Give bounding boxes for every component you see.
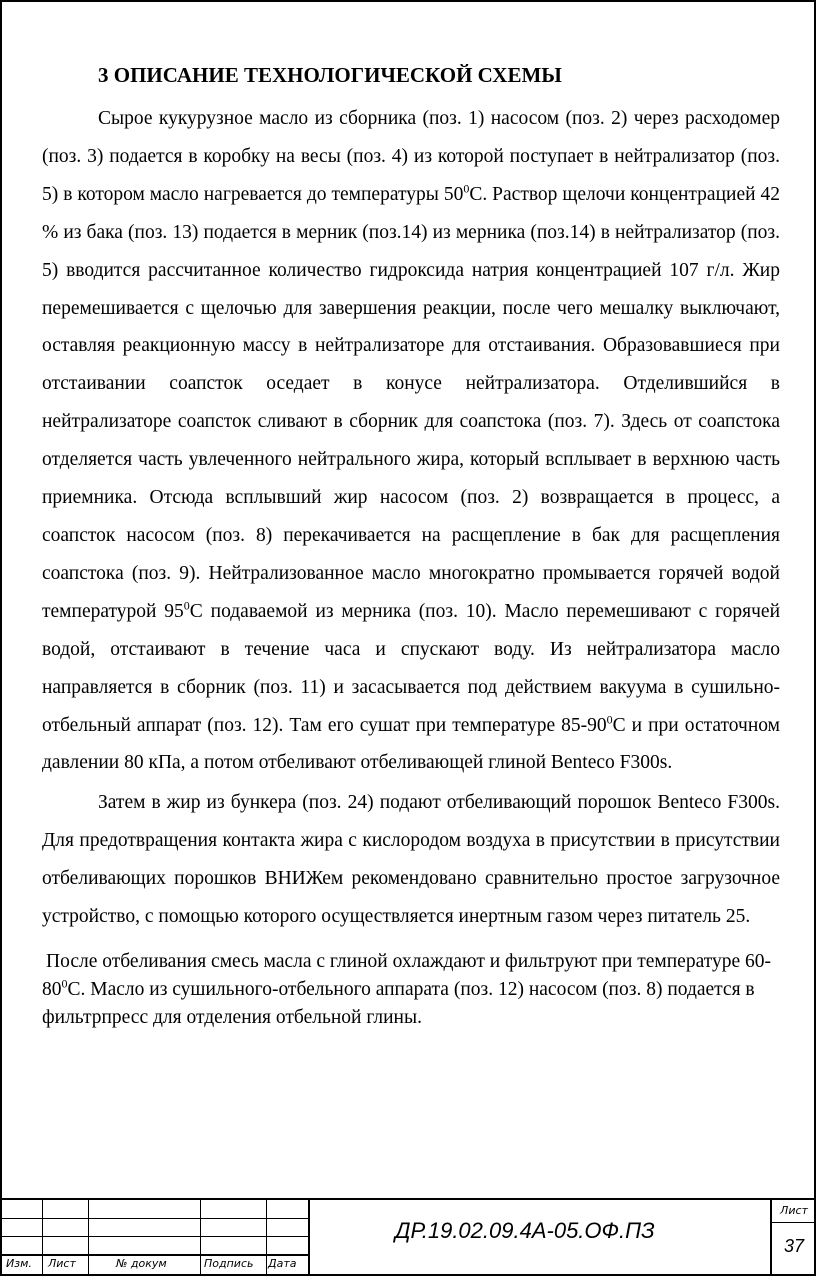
grid-line [308, 1200, 310, 1276]
doc-number-label: № докум [116, 1257, 167, 1270]
paragraph-1-text-c: С подаваемой из мерника (поз. 10). Масло перемешивают с горячей водой, отстаивают в течение часа и спускают воду. Из нейтрализатора масло направляется в сборник (поз. 11) и засасывается под действием вакуума в сушильно-отбельный аппарат (поз. 12). Там его сушат при температуре 85-90 [42, 600, 780, 736]
grid-line [0, 1236, 310, 1237]
document-body [42, 60, 780, 1032]
section-heading: 3 ОПИСАНИЕ ТЕХНОЛОГИЧЕСКОЙ СХЕМЫ [98, 63, 562, 87]
grid-line [0, 1218, 310, 1219]
degree-superscript: 0 [61, 976, 68, 991]
sheet-label: Лист [780, 1204, 808, 1217]
izm-label: Изм. [6, 1257, 32, 1270]
degree-superscript: 0 [463, 181, 470, 196]
paragraph-1-text-d: С и при остаточном давлении 80 кПа, а потом отбеливают отбеливающей глиной Benteco F300s. [42, 714, 780, 774]
signature-label: Подпись [204, 1257, 254, 1270]
paragraph-1-text-a: Сырое кукурузное масло из сборника (поз. 1) насосом (поз. 2) через расходомер (поз. 3) подается в коробку на весы (поз. 4) из которой поступает в нейтрализатор (поз. 5) в котором масло нагревается до температуры 50 [42, 108, 780, 205]
grid-line [42, 1200, 43, 1276]
grid-line [88, 1200, 89, 1276]
degree-superscript: 0 [606, 712, 613, 726]
grid-line [266, 1200, 267, 1276]
sheet-number: 37 [783, 1236, 805, 1256]
grid-line [0, 1254, 310, 1256]
list-label: Лист [48, 1257, 76, 1270]
date-label: Дата [268, 1257, 297, 1270]
title-block [0, 1198, 816, 1276]
degree-superscript: 0 [183, 598, 190, 613]
document-number: ДР.19.02.09.4А-05.ОФ.ПЗ [395, 1218, 655, 1243]
paragraph-3 [42, 948, 780, 1032]
revision-grid [0, 1200, 310, 1276]
sheet-box [770, 1200, 816, 1276]
sheet-divider [772, 1222, 816, 1223]
grid-line [200, 1200, 201, 1276]
paragraph-2: Затем в жир из бункера (поз. 24) подают отбеливающий порошок Benteco F300s. Для предотвращения контакта жира с кислородом воздуха в присутствии в присутствии отбеливающих порошков ВНИЖем рекомендовано сравнительно простое загрузочное устройство, с помощью которого осуществляется инертным газом через питатель 25. [42, 792, 780, 928]
paragraph-1-text-b: С. Раствор щелочи концентрацией 42 % из бака (поз. 13) подается в мерник (поз.14) из мерника (поз.14) в нейтрализатор (поз. 5) вводится рассчитанное количество гидроксида натрия концентрацией 107 г/л. Жир перемешивается с щелочью для завершения реакции, после чего мешалку выключают, оставляя реакционную массу в нейтрализаторе для отстаивания. Образовавшиеся при отстаивании соапсток оседает в конусе нейтрализатора. Отделившийся в нейтрализаторе соапсток сливают в сборник для соапстока (поз. 7). Здесь от соапстока отделяется часть увлеченного нейтрального жира, который всплывает в верхнюю часть приемника. Отсюда всплывший жир насосом (поз. 2) возвращается в процесс, а соапсток насосом (поз. 8) перекачивается на расщепление в бак для расщепления соапстока (поз. 9). Нейтрализованное масло многократно промывается горячей водой температурой 95 [42, 183, 781, 622]
paragraph-3-text-a: После отбеливания смесь масла с глиной охлаждают и фильтруют при температуре 60-80 [42, 950, 772, 1000]
paragraph-3-text-b: С. Масло из сушильного-отбельного аппарата (поз. 12) насосом (поз. 8) подается в фильтрпресс для отделения отбельной глины. [42, 978, 755, 1028]
paragraph-1 [42, 100, 780, 782]
